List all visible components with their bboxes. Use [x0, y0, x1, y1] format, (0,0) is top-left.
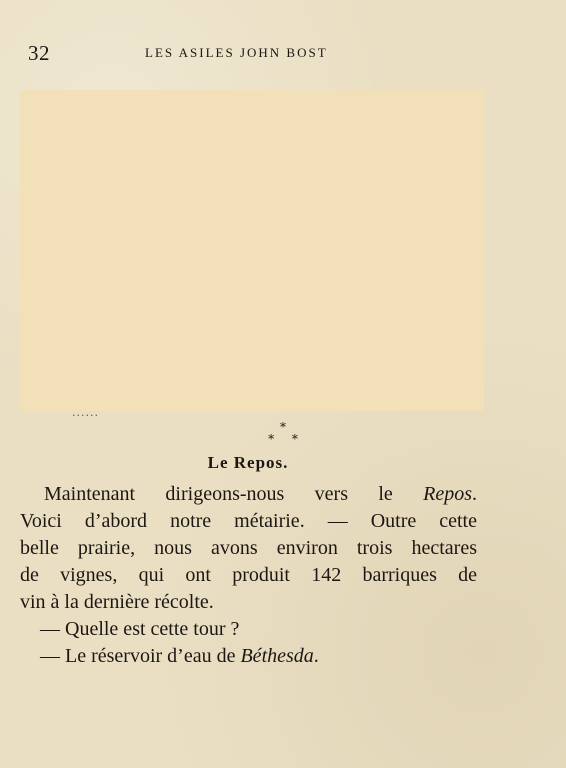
body-line-2: Voici d’abord notre métairie. — Outre cette: [20, 510, 477, 532]
page-number: 32: [28, 41, 50, 65]
masked-illustration: [20, 90, 484, 411]
body-line-3: belle prairie, nous avons environ trois hectares: [20, 537, 477, 559]
dialogue-line-2-period: .: [313, 645, 319, 667]
body-line-4: de vignes, qui ont produit 142 barriques de: [20, 564, 477, 586]
dialogue-line-2: [20, 643, 477, 670]
section-title: Le Repos.: [207, 453, 289, 472]
body-line-1-text: Maintenant dirigeons-nous vers le: [44, 483, 424, 505]
asterism-bottom: * *: [268, 432, 305, 446]
body-line-1: [20, 481, 477, 508]
dialogue-line-1: — Quelle est cette tour ?: [40, 618, 240, 640]
page-header: [0, 38, 566, 68]
asterism-top: *: [280, 420, 286, 434]
body-line-5: vin à la dernière récolte.: [20, 591, 214, 613]
dialogue-line-2-text: — Le réservoir d’eau de: [40, 645, 241, 667]
illustration-caption-remnant: ......: [72, 406, 99, 419]
bethesda-italic: Béthesda: [240, 645, 314, 667]
running-title: LES ASILES JOHN BOST: [145, 45, 328, 60]
body-line-1-period: .: [472, 483, 477, 505]
body-text: [20, 481, 477, 670]
repos-italic: Repos: [423, 483, 472, 505]
